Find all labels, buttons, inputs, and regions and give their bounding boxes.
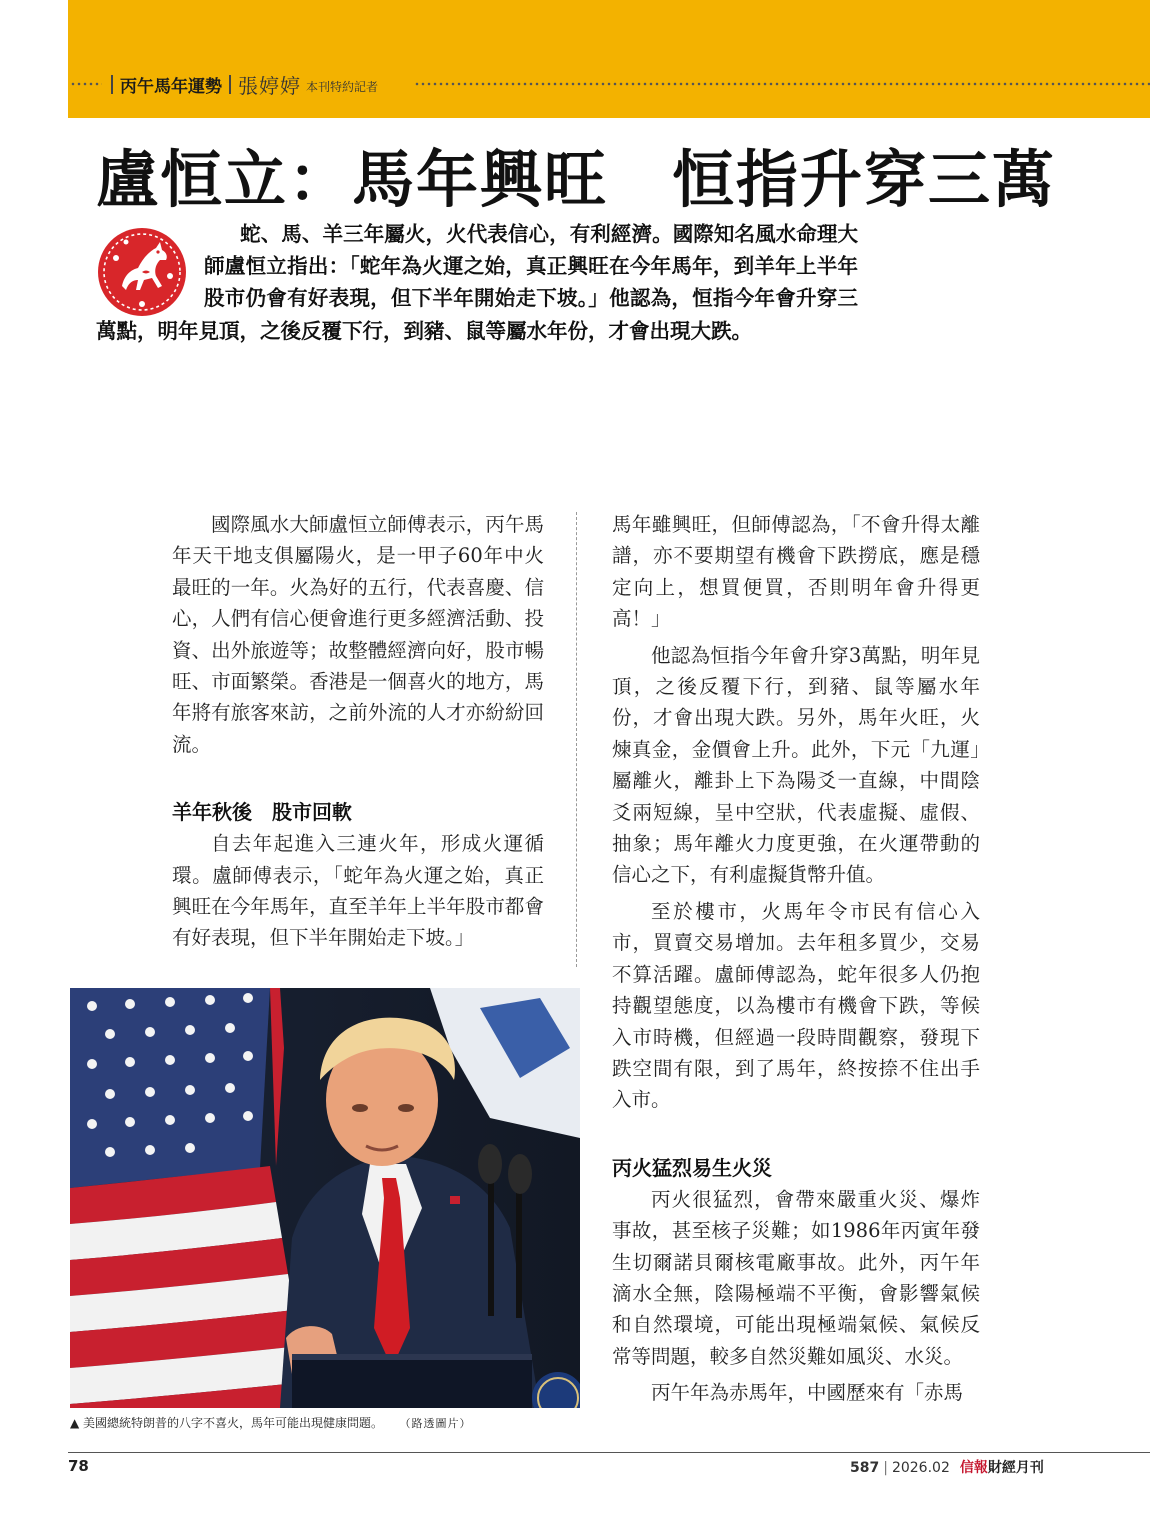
paragraph: 他認為恒指今年會升穿3萬點，明年見頂，之後反覆下行，到豬、鼠等屬水年份，才會出現大跌。另外，馬年火旺，火煉真金，金價會上升。此外，下元「九運」屬離火，離卦上下為陽爻一直線，中間陰爻兩短線，呈中空狀，代表虛擬、虛假、抽象；馬年離火力度更強，在火運帶動的信心之下，有利虛擬貨幣升值。 [612,643,980,887]
section-label: 丙午馬年運勢 [120,76,222,97]
brand-name: 財經月刊 [987,1460,1044,1476]
header-dotted-rule-left [70,81,102,87]
photo-caption [70,1414,590,1431]
article-column-2 [612,509,980,1409]
issue-number: 587 [850,1460,880,1476]
paragraph: 丙火很猛烈，會帶來嚴重火災、爆炸事故，甚至核子災難；如1986年丙寅年發生切爾諾貝爾核電廠事故。此外，丙午年滴水全無，陰陽極端不平衡，會影響氣候和自然環境，可能出現極端氣候、氣候反常等問題，較多自然災難如風災、水災。 [612,1187,980,1368]
paragraph: 至於樓市，火馬年令市民有信心入市，買賣交易增加。去年租多買少，交易不算活躍。盧師傅認為，蛇年很多人仍抱持觀望態度，以為樓市有機會下跌，等候入市時機，但經過一段時間觀察，發現下跌空間有限，到了馬年，終按捺不住出手入市。 [612,899,980,1112]
author-name: 張婷婷 [238,73,301,98]
header-dotted-rule-right [414,81,1150,87]
subheading: 羊年秋後 股市回軟 [172,800,352,825]
column-divider [576,512,577,967]
paragraph: 丙午年為赤馬年，中國歷來有「赤馬 [651,1381,964,1405]
footer-divider: | [883,1460,888,1476]
caption-text: ▲ 美國總統特朗普的八字不喜火，馬年可能出現健康問題。 [70,1416,384,1430]
header-band [68,0,1150,118]
issue-date: 2026.02 [891,1460,950,1476]
author-role: 本刊特約記者 [306,80,379,94]
article-headline: 盧恒立：馬年興旺 恒指升穿三萬 [96,143,1057,216]
paragraph: 馬年雖興旺，但師傅認為，「不會升得太離譜，亦不要期望有機會下跌撈底，應是穩定向上，想買便買，否則明年會升得更高！」 [612,513,980,631]
lead-text: 蛇、馬、羊三年屬火，火代表信心，有利經濟。國際知名風水命理大師盧恒立指出：「蛇年為火運之始，真正興旺在今年馬年，到羊年上半年股市仍會有好表現，但下半年開始走下坡。」他認為，恒指今年會升穿三萬點，明年見頂，之後反覆下行，到豬、鼠等屬水年份，才會出現大跌。 [96,222,858,343]
subheading: 丙火猛烈易生火災 [612,1155,772,1180]
header-divider [111,75,113,94]
article-lead [96,218,858,347]
paragraph: 自去年起進入三連火年，形成火運循環。盧師傅表示，「蛇年為火運之始，真正興旺在今年馬年，直至羊年上半年股市都會有好表現，但下半年開始走下坡。」 [172,832,544,950]
article-column-1 [172,509,544,954]
brand-logo-text: 信報 [959,1460,988,1476]
running-header [104,70,378,98]
paragraph: 國際風水大師盧恒立師傅表示，丙午馬年天干地支俱屬陽火，是一甲子60年中火最旺的一年。火為好的五行，代表喜慶、信心，人們有信心便會進行更多經濟活動、投資、出外旅遊等；故整體經濟向好，股市暢旺、市面繁榮。香港是一個喜火的地方，馬年將有旅客來訪，之前外流的人才亦紛紛回流。 [172,513,544,756]
news-photo [70,988,580,1408]
photo-credit: （路透圖片） [405,1417,472,1430]
header-divider [229,75,231,94]
page-number: 78 [68,1457,89,1475]
press-conference-photo [70,988,580,1408]
footer-rule [68,1452,1150,1453]
footer-publication [850,1457,1100,1477]
